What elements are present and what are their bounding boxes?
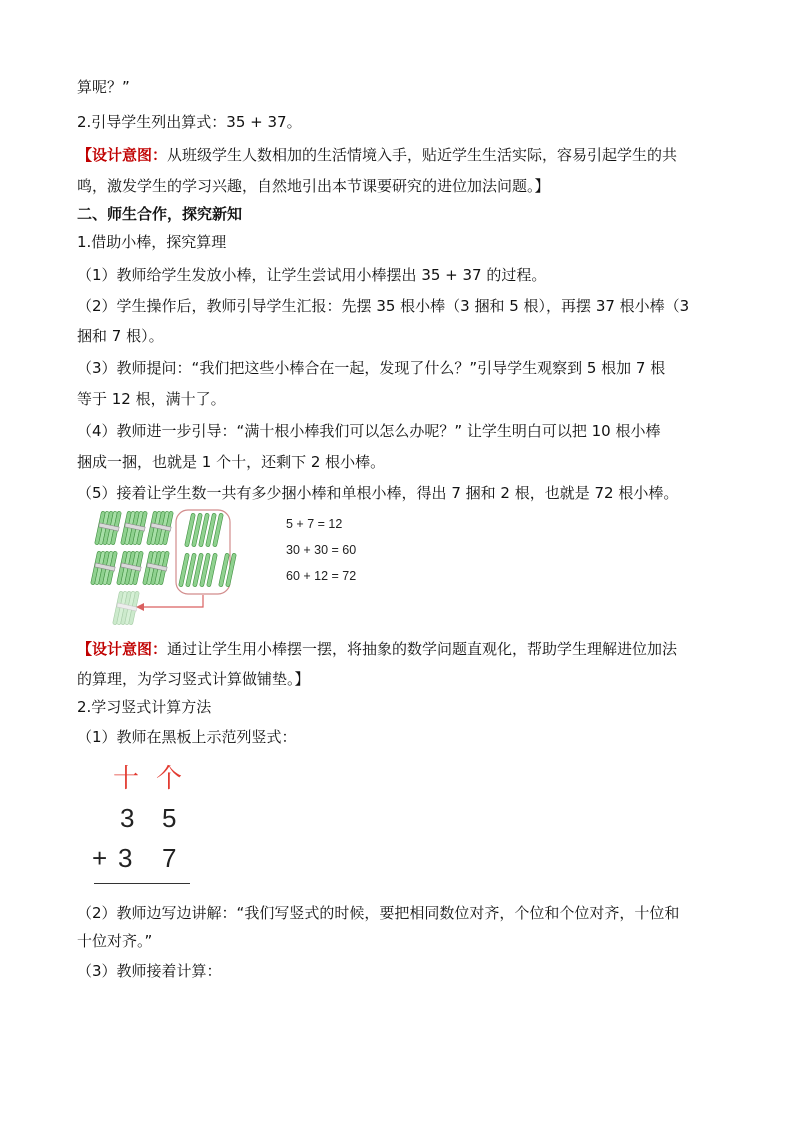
plus-sign: +: [92, 843, 108, 873]
design-intent-text: 通过让学生用小棒摆一摆，将抽象的数学问题直观化，帮助学生理解进位加法: [167, 640, 678, 658]
text-line: 鸣，激发学生的学习兴趣，自然地引出本节课要研究的进位加法问题。】: [77, 177, 550, 195]
design-intent-label: 【设计意图：: [77, 146, 168, 164]
design-intent-text: 从班级学生人数相加的生活情境入手，贴近学生生活实际，容易引起学生的共: [167, 146, 678, 164]
text-line: 十位对齐。”: [77, 932, 153, 950]
equation: 60 + 12 = 72: [286, 569, 357, 583]
text-line: 2.引导学生列出算式：35 + 37。: [77, 113, 302, 131]
text-line: （1）教师在黑板上示范列竖式：: [77, 728, 297, 746]
text-line: （2）教师边写边讲解：“我们写竖式的时候，要把相同数位对齐，个位和个位对齐，十位和: [77, 904, 680, 922]
design-intent: [77, 638, 677, 660]
text-line: （3）教师提问：“我们把这些小棒合在一起，发现了什么？”引导学生观察到 5 根加 7 根: [77, 359, 666, 377]
sum-line: [94, 883, 190, 884]
design-intent: [77, 144, 677, 166]
digit: 7: [162, 843, 177, 873]
digit: 3: [118, 843, 133, 873]
place-tens-header: 十: [113, 764, 140, 794]
section-heading: 二、师生合作，探究新知: [77, 205, 243, 223]
subsection-heading: 2.学习竖式计算方法: [77, 698, 212, 716]
text-line: （1）教师给学生发放小棒，让学生尝试用小棒摆出 35 + 37 的过程。: [77, 266, 547, 284]
digit: 5: [162, 803, 177, 833]
text-line: 等于 12 根，满十了。: [77, 390, 226, 408]
text-line: 的算理，为学习竖式计算做铺垫。】: [77, 670, 310, 688]
digit: 3: [120, 803, 135, 833]
text-line: （4）教师进一步引导：“满十根小棒我们可以怎么办呢？” 让学生明白可以把 10 根小棒: [77, 422, 661, 440]
text-line: 算呢？”: [77, 78, 130, 96]
design-intent-label: 【设计意图：: [77, 640, 168, 658]
text-line: （2）学生操作后，教师引导学生汇报：先摆 35 根小棒（3 捆和 5 根），再摆 37 根小棒（3: [77, 297, 690, 315]
sticks-illustration: [88, 507, 248, 627]
equation: 30 + 30 = 60: [286, 543, 357, 557]
place-ones-header: 个: [156, 764, 183, 794]
text-line: （3）教师接着计算：: [77, 962, 222, 980]
text-line: 捆成一捆，也就是 1 个十，还剩下 2 根小棒。: [77, 453, 386, 471]
text-line: 捆和 7 根）。: [77, 327, 164, 345]
text-line: （5）接着让学生数一共有多少捆小棒和单根小棒，得出 7 捆和 2 根，也就是 72 根小棒。: [77, 484, 679, 502]
subsection-heading: 1.借助小棒，探究算理: [77, 233, 227, 251]
equation: 5 + 7 = 12: [286, 517, 343, 531]
